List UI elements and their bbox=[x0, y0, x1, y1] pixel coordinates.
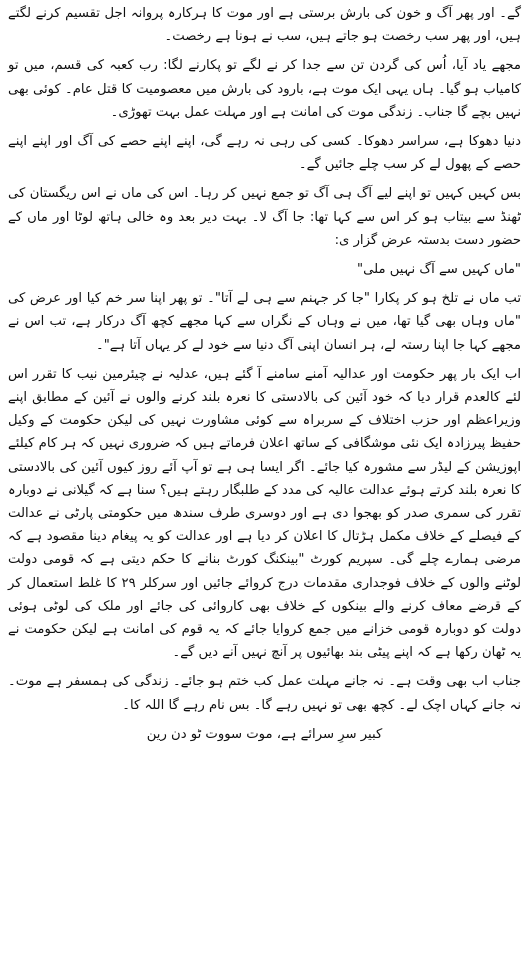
paragraph-7: جناب اب بھی وقت ہے۔ نہ جانے مہلت عمل کب ختم ہو جائے۔ زندگی کی ہمسفر ہے موت۔ نہ جانے کہاں اچک لے۔ کچھ بھی تو نہیں رہے گا۔ بس نام رہے گا اللہ کا۔ bbox=[8, 674, 521, 713]
quote-line: "ماں کہیں سے آگ نہیں ملی" bbox=[357, 262, 521, 278]
paragraph-4: بس کہیں کہیں تو اپنے لیے آگ ہی آگ تو جمع نہیں کر رہا۔ اس کی ماں نے اس ریگستان کی ٹھنڈ سے بیتاب ہو کر اس سے کہا تھا: جا آگ لا۔ بہت دیر بعد وہ خالی ہاتھ لوٹا اور ماں کے حضور دست بدستہ عرض گزار ی: bbox=[8, 186, 521, 248]
paragraph-1: گے۔ اور پھر آگ و خون کی بارش برستی ہے اور موت کا ہرکارہ پروانہ اجل تقسیم کرنے لگتے ہیں، اور پھر سب رخصت ہو جاتے ہیں، سب نے ہونا ہے رخصت۔ bbox=[8, 6, 521, 45]
paragraph-3: دنیا دھوکا ہے، سراسر دھوکا۔ کسی کی رہی نہ رہے گی، اپنے اپنے حصے کی آگ اور اپنے اپنے حصے کے پھول لے کر سب چلے جائیں گے۔ bbox=[8, 134, 521, 173]
paragraph-6: اب ایک بار پھر حکومت اور عدالیہ آمنے سامنے آ گئے ہیں، عدلیہ نے چیئرمین نیب کا تقرر اس لئے کالعدم قرار دیا کہ خود آئین کی بالادستی کا نعرہ بلند کرنے والوں نے آئین کے مطابق اپنے وزیراعظم اور حزب اختلاف کے سربراہ سے کوئی مشاورت نہیں کی لیکن حکومت کے وکیل حفیظ پیرزادہ ایک نئی موشگافی کے ساتھ اعلان فرماتے ہیں کہ ضروری نہیں کہ ہر کام کیلئے اپوزیشن کے لیڈر سے مشورہ کیا جائے۔ اگر ایسا ہی ہے تو آپ آئے روز کیوں آئین کی بالادستی کا نعرہ بلند کرتے ہوئے عدالت عالیہ کی مدد کے طلبگار رہتے ہیں؟ سنا ہے کہ گیلانی نے دوبارہ تقرر کی سمری صدر کو بھجوا دی ہے اور دوسری طرف سندھ میں حکومتی پارٹی نے عدالت کے فیصلے کے خلاف مکمل ہڑتال کا اعلان کر دیا ہے اور عدالت کو یہ پیغام دینا مقصود ہے کہ مرضی ہمارے چلے گی۔ سپریم کورٹ "بینکنگ کورٹ بنانے کا حکم دیتی ہے کہ قومی دولت لوٹنے والوں کے خلاف فوجداری مقدمات درج کروائے جائیں اور سرکلر ۲۹ کا غلط استعمال کر کے قرضے معاف کرنے والے بینکوں کے خلاف بھی کاروائی کی جائے اور ملک کی لوٹی ہوئی دولت کو دوبارہ قومی خزانے میں جمع کروایا جائے کہ یہ قوم کی امانت ہے لیکن حکومت نے یہ ٹھان رکھا ہے کہ اپنے پیٹی بند بھائیوں پر آنچ نہیں آنے دیں گے۔ bbox=[8, 366, 521, 661]
paragraph-5: تب ماں نے تلخ ہو کر پکارا "جا کر جہنم سے ہی لے آتا"۔ تو پھر اپنا سر خم کیا اور عرض کی "ماں وہاں بھی گیا تھا، میں نے وہاں کے نگراں سے کہا مجھے کچھ آگ درکار ہے، تب اس نے مجھے کہا جا اپنا رستہ لے، ہر انسان اپنی آگ دنیا سے خود لے کر یہاں آتا ہے"۔ bbox=[8, 291, 521, 353]
paragraph-2: مجھے یاد آیا، اُس کی گردن تن سے جدا کر نے لگے تو پکارنے لگا: رب کعبہ کی قسم، میں تو کامیاب ہو گیا۔ ہاں یہی ایک موت ہے، بارود کی بارش میں معصومیت کا قتل عام۔ کوئی بھی نہیں بچے گا جناب۔ زندگی موت کی امانت ہے اور مہلت عمل بہت تھوڑی۔ bbox=[8, 58, 521, 120]
closing-verse: کبیر سرِ سرائے ہے، موت سووت ٹو دن رین bbox=[146, 726, 383, 742]
